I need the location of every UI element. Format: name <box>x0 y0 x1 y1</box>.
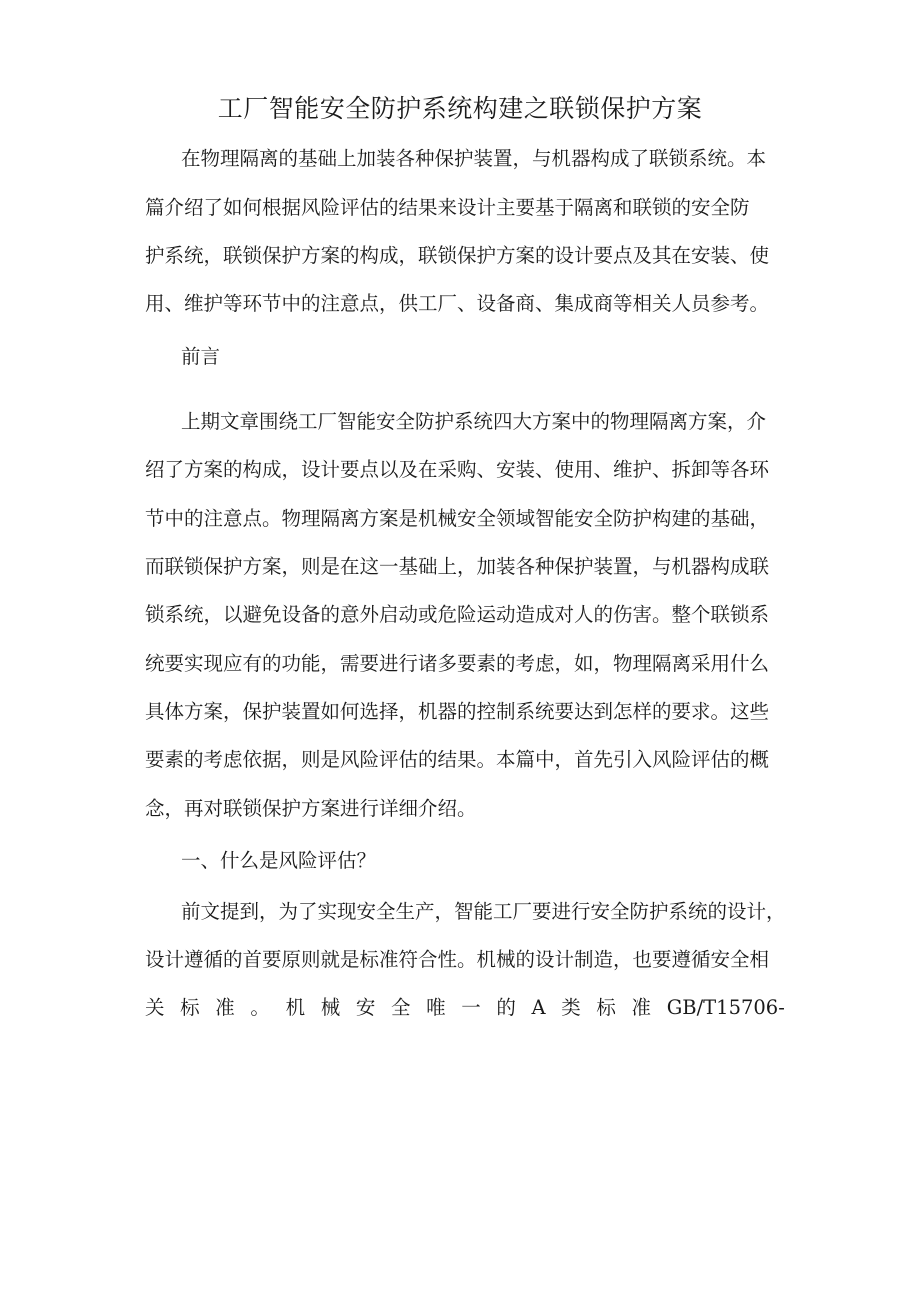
text-token: 准 <box>215 996 235 1019</box>
paragraph-line: 统要实现应有的功能，需要进行诸多要素的考虑，如，物理隔离采用什么 <box>145 652 770 675</box>
paragraph-line: 篇介绍了如何根据风险评估的结果来设计主要基于隔离和联锁的安全防 <box>145 196 750 219</box>
paragraph-line-spread <box>145 994 785 1022</box>
document-title: 工厂智能安全防护系统构建之联锁保护方案 <box>217 94 703 123</box>
paragraph-line: 上期文章围绕工厂智能安全防护系统四大方案中的物理隔离方案，介 <box>181 410 767 433</box>
paragraph-line: 念，再对联锁保护方案进行详细介绍。 <box>145 797 477 820</box>
text-token: 全 <box>390 996 411 1019</box>
paragraph-line: 护系统，联锁保护方案的构成，联锁保护方案的设计要点及其在安装、使 <box>145 244 770 267</box>
text-token: 一 <box>461 996 481 1019</box>
paragraph-line: 要素的考虑依据，则是风险评估的结果。本篇中，首先引入风险评估的概 <box>145 748 770 771</box>
paragraph-line: 设计遵循的首要原则就是标准符合性。机械的设计制造，也要遵循安全相 <box>145 948 770 971</box>
text-token: 关 <box>145 996 165 1019</box>
paragraph-line: 在物理隔离的基础上加装各种保护装置，与机器构成了联锁系统。本 <box>181 147 767 170</box>
text-token: 械 <box>320 996 341 1019</box>
text-token: 标 <box>180 996 200 1019</box>
paragraph-line: 用、维护等环节中的注意点，供工厂、设备商、集成商等相关人员参考。 <box>145 292 770 315</box>
paragraph-line: 节中的注意点。物理隔离方案是机械安全领域智能安全防护构建的基础， <box>145 507 770 530</box>
text-token: 安 <box>355 996 376 1019</box>
text-token: 的 <box>496 996 516 1019</box>
paragraph-line: 而联锁保护方案，则是在这一基础上，加装各种保护装置，与机器构成联 <box>145 555 770 578</box>
text-token: GB/T15706- <box>666 996 785 1019</box>
text-token: 机 <box>285 996 306 1019</box>
paragraph-line: 具体方案，保护装置如何选择，机器的控制系统要达到怎样的要求。这些 <box>145 700 770 723</box>
text-token: 准 <box>631 996 652 1019</box>
paragraph-line: 前文提到，为了实现安全生产，智能工厂要进行安全防护系统的设计， <box>181 900 786 923</box>
section-heading-preface: 前言 <box>181 345 221 368</box>
text-token: 。 <box>250 996 270 1019</box>
text-token: 标 <box>596 996 616 1019</box>
text-token: 类 <box>561 996 581 1019</box>
text-token: 唯 <box>426 996 446 1019</box>
paragraph-line: 锁系统，以避免设备的意外启动或危险运动造成对人的伤害。整个联锁系 <box>145 603 770 626</box>
paragraph-line: 绍了方案的构成，设计要点以及在采购、安装、使用、维护、拆卸等各环 <box>145 458 770 481</box>
section-heading-risk-assessment: 一、什么是风险评估？ <box>181 849 377 872</box>
text-token: A <box>531 996 546 1019</box>
